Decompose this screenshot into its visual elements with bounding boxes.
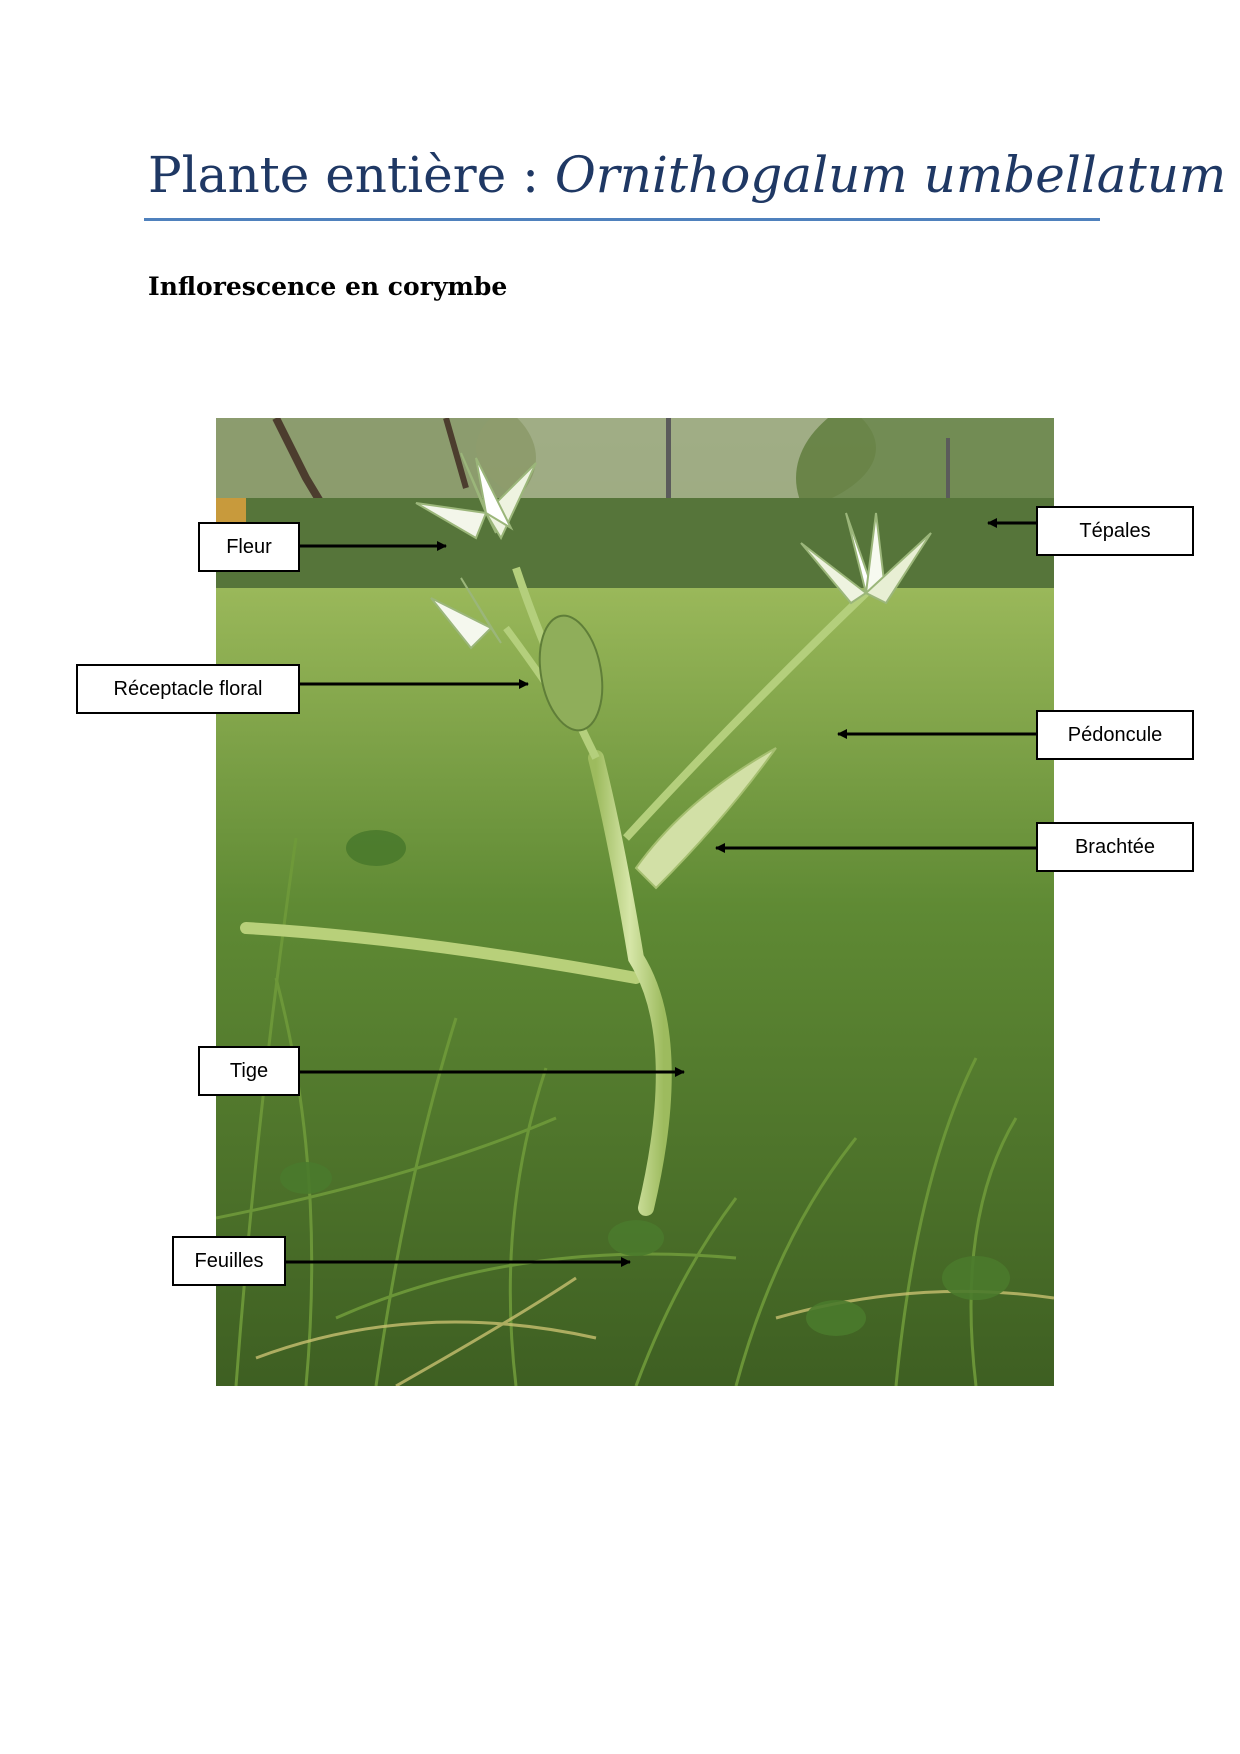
label-fleur: Fleur [198, 522, 300, 572]
label-tepales: Tépales [1036, 506, 1194, 556]
label-receptacle-floral: Réceptacle floral [76, 664, 300, 714]
section-heading: Inflorescence en corymbe [148, 272, 508, 301]
title-main: Plante entière : [148, 146, 555, 204]
page-title [148, 148, 1226, 203]
label-feuilles: Feuilles [172, 1236, 286, 1286]
plant-photo [216, 418, 1054, 1386]
title-underline [144, 218, 1100, 221]
title-latin: Ornithogalum umbellatum [554, 146, 1227, 204]
label-tige: Tige [198, 1046, 300, 1096]
label-pedoncule: Pédoncule [1036, 710, 1194, 760]
label-brachtee: Brachtée [1036, 822, 1194, 872]
